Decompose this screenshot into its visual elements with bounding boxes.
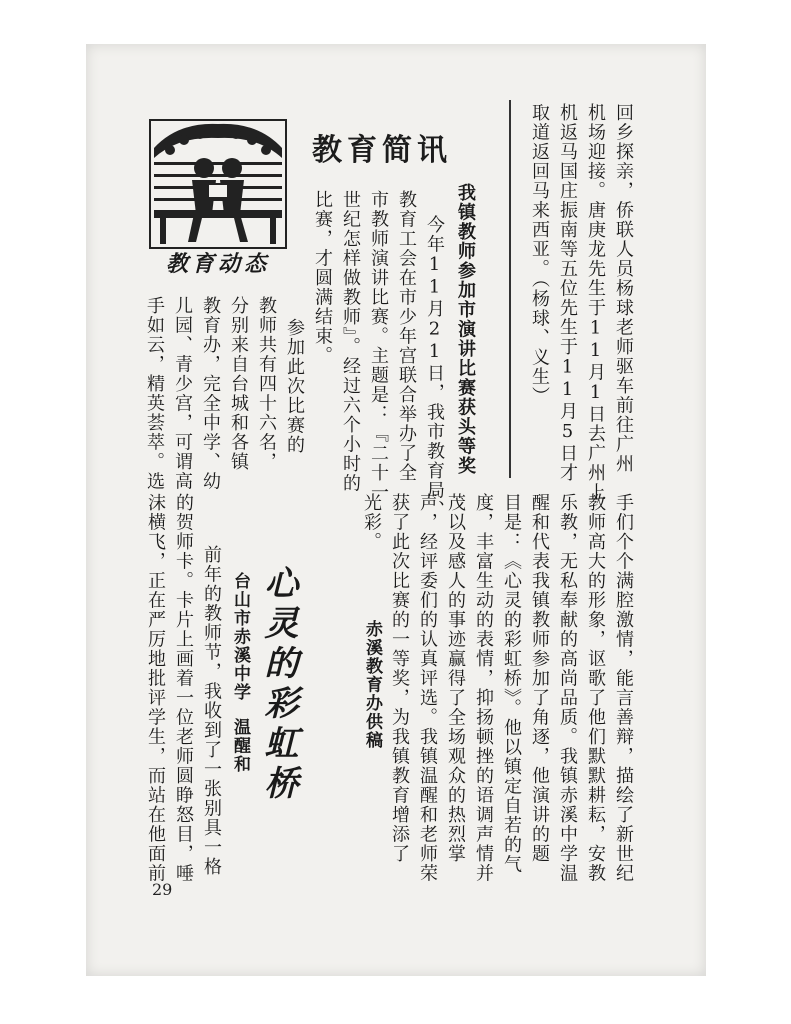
column-divider: [509, 100, 511, 478]
text-column: 声，经评委们的认真评选。我镇温醒和老师荣: [417, 493, 438, 883]
education-news-logo: [148, 118, 288, 250]
text-column: 今年11月21日，我市教育局、: [424, 215, 445, 520]
text-column: 分别来自台城和各镇: [228, 296, 249, 472]
text-column: 沫横飞，正在严厉地批评学生，而站在他面前: [145, 493, 166, 883]
text-column: 乐教，无私奉献的高尚品质。我镇赤溪中学温: [557, 493, 578, 883]
essay-author-name: 温醒和: [230, 718, 250, 774]
text-column: 光彩。: [361, 493, 382, 552]
news-source: 赤溪教育办供稿: [362, 620, 382, 750]
text-column: 茂以及感人的事迹赢得了全场观众的热烈掌: [445, 493, 466, 864]
text-column: 教育办，完全中学、幼: [200, 296, 221, 491]
essay-author-school: 台山市赤溪中学: [230, 572, 250, 702]
text-column: 手如云，精英荟萃。选: [144, 296, 165, 491]
text-column: 参加此次比赛的: [284, 318, 305, 455]
text-column: 市教师演讲比赛。主题是：『二十一: [368, 190, 389, 502]
text-column: 度，丰富生动的表情，抑扬顿挫的语调声情并: [473, 493, 494, 883]
text-column: 目是：《心灵的彩虹桥》。他以镇定自若的气: [501, 493, 522, 874]
essay-title: 心灵的彩虹桥: [258, 565, 298, 805]
news-headline: 我镇教师参加市演讲比赛获头等奖: [455, 183, 476, 476]
text-column: 比赛，才圆满结束。: [312, 190, 333, 366]
text-column: 前年的教师节，我收到了一张别具一格: [201, 545, 222, 877]
text-column: 的贺师卡。卡片上画着一位老师圆睁怒目，唾: [173, 493, 194, 883]
page-number: 29: [152, 880, 173, 899]
section-label: 教育动态: [165, 251, 270, 277]
text-column: 醒和代表我镇教师参加了角逐，他演讲的题: [529, 493, 550, 864]
text-column: 机场迎接。唐庚龙先生于11月1日去广州上: [585, 103, 606, 502]
text-column: 回乡探亲，侨联人员杨球老师驱车前往广州: [613, 103, 634, 474]
text-column: 教育工会在市少年宫联合举办了全: [396, 190, 417, 483]
text-column: 教师高大的形象，讴歌了他们默默耕耘，安教: [585, 493, 606, 883]
section-title: 教育简讯: [312, 133, 452, 168]
text-column: 获了此次比赛的一等奖，为我镇教育增添了: [389, 493, 410, 864]
text-column: 教师共有四十六名，: [256, 296, 277, 472]
text-column: 手们个个满腔激情，能言善辩，描绘了新世纪: [613, 493, 634, 883]
text-column: 取道返回马来西亚。（杨球、义生）: [529, 103, 550, 406]
text-column: 世纪怎样做教师』。经过六个小时的: [340, 190, 361, 493]
text-column: 机返马国庄振南等五位先生于11月5日才: [557, 103, 578, 483]
text-column: 儿园、青少宫，可谓高: [172, 296, 193, 491]
